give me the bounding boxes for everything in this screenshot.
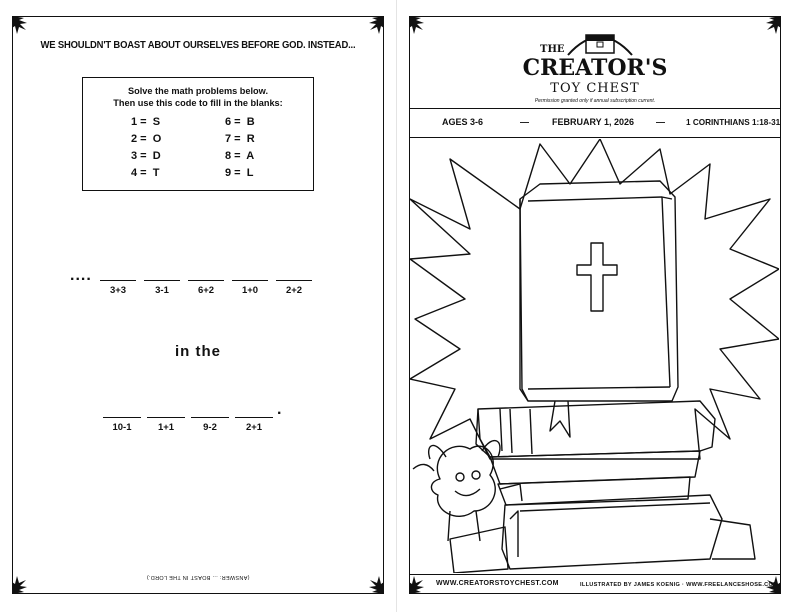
info-bar	[410, 108, 780, 138]
answer-blank[interactable]	[103, 417, 141, 418]
bible-on-books-illustration	[410, 139, 779, 573]
answer-blank[interactable]	[232, 280, 268, 281]
answer-blank[interactable]	[100, 280, 136, 281]
lesson-date: FEBRUARY 1, 2026	[552, 117, 635, 127]
leaf-corner-icon	[407, 14, 431, 38]
website-link[interactable]: WWW.CREATORSTOYCHEST.COM	[436, 580, 559, 587]
math-hint: 9-2	[203, 422, 217, 433]
math-hint: 3+3	[109, 285, 127, 296]
code-entry: 9 = L	[225, 167, 254, 179]
code-entry: 7 = R	[225, 133, 255, 145]
code-entry: 4 = T	[131, 167, 160, 179]
page-headline: WE SHOULDN'T BOAST ABOUT OURSELVES BEFORE GOD. INSTEAD...	[40, 39, 356, 51]
permission-note: Permission granted only if annual subscription current.	[534, 98, 656, 104]
answer-blank[interactable]	[276, 280, 312, 281]
connector-text: in the	[175, 343, 221, 360]
answer-blank[interactable]	[147, 417, 185, 418]
math-hint: 2+2	[285, 285, 303, 296]
code-entry: 3 = D	[131, 150, 161, 162]
answer-blank[interactable]	[235, 417, 273, 418]
separator: —	[656, 117, 665, 127]
math-hint: 2+1	[245, 422, 263, 433]
math-hint: 3-1	[155, 285, 169, 296]
toy-chest-logo-icon	[560, 25, 640, 59]
instruction-line: Solve the math problems below.	[127, 86, 269, 96]
code-entry: 6 = B	[225, 116, 255, 128]
instruction-line: Then use this code to fill in the blanks:	[113, 98, 283, 108]
separator: —	[520, 117, 529, 127]
code-entry: 2 = O	[131, 133, 162, 145]
math-hint: 10-1	[112, 422, 132, 433]
age-range: AGES 3-6	[442, 117, 484, 127]
leading-dots: ....	[70, 267, 92, 284]
leaf-corner-icon	[362, 14, 386, 38]
leaf-corner-icon	[759, 14, 783, 38]
activity-page	[12, 16, 384, 594]
illustrator-credit: ILLUSTRATED BY JAMES KOENIG · WWW.FREELANCESHOSE.COM	[580, 582, 779, 588]
coloring-page	[409, 16, 781, 594]
coloring-illustration	[410, 139, 780, 573]
math-hint: 1+1	[157, 422, 175, 433]
scripture-reference: 1 CORINTHIANS 1:18-31	[686, 118, 781, 127]
logo-title: CREATOR'S	[522, 55, 668, 81]
leaf-corner-icon	[10, 14, 34, 38]
footer-bar	[410, 574, 780, 594]
logo-the: THE	[540, 44, 565, 55]
answer-key: (ANSWER: ... BOAST IN THE LORD.)	[146, 574, 250, 580]
page-fold	[396, 0, 397, 612]
sentence-period: .	[277, 401, 282, 418]
code-box	[82, 77, 314, 191]
code-entry: 8 = A	[225, 150, 255, 162]
code-entry: 1 = S	[131, 116, 161, 128]
logo-subtitle: TOY CHEST	[550, 81, 640, 96]
math-hint: 1+0	[241, 285, 259, 296]
answer-blank[interactable]	[188, 280, 224, 281]
math-hint: 6+2	[197, 285, 215, 296]
answer-blank[interactable]	[191, 417, 229, 418]
answer-blank[interactable]	[144, 280, 180, 281]
